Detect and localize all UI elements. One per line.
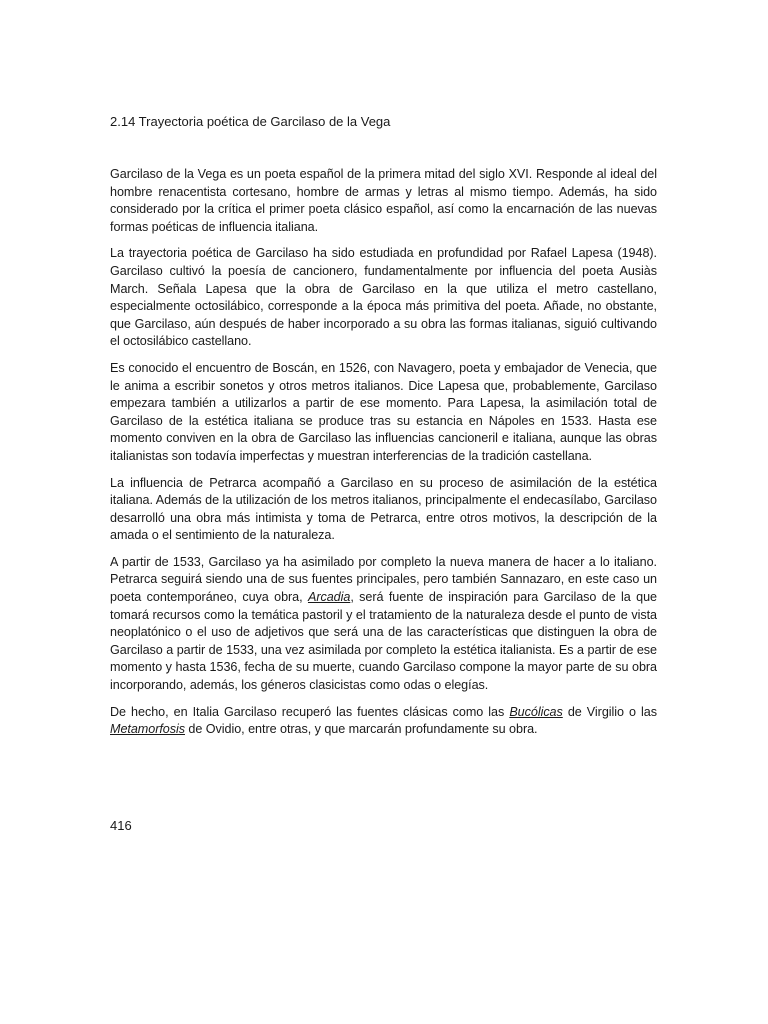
paragraph-6 xyxy=(110,704,657,739)
paragraph-1 xyxy=(110,166,657,236)
paragraph-3 xyxy=(110,360,657,466)
paragraph-5 xyxy=(110,554,657,695)
paragraph-text: A partir de 1533, Garcilaso ya ha asimilado por completo la nueva manera de hacer a lo italiano. Petrarca seguirá siendo una de sus fuentes principales, pero también Sannazaro, en este caso un poeta contemporáneo, cuya obra, xyxy=(110,554,657,605)
paragraph-4 xyxy=(110,475,657,545)
paragraph-text: De hecho, en Italia Garcilaso recuperó las fuentes clásicas como las xyxy=(110,704,510,719)
section-heading: 2.14 Trayectoria poética de Garcilaso de la Vega xyxy=(110,114,391,129)
body-text xyxy=(110,166,657,748)
paragraph-text: Garcilaso de la Vega es un poeta español de la primera mitad del siglo XVI. Responde al ideal del hombre renacentista cortesano, hombre de armas y letras al mismo tiempo. Además, ha sido considerado por la crítica el primer poeta clásico español, así como la encarnación de las nuevas formas poéticas de influencia italiana. xyxy=(110,167,657,234)
paragraph-text: de Virgilio o las xyxy=(562,704,657,719)
paragraph-2 xyxy=(110,245,657,351)
paragraph-text: Es conocido el encuentro de Boscán, en 1526, con Navagero, poeta y embajador de Venecia, que le anima a escribir sonetos y otros metros italianos. Dice Lapesa que, probablemente, Garcilaso empezara también a utilizarlos a partir de ese momento. Para Lapesa, la asimilación total de Garcilaso de la estética italiana se produce tras su estancia en Nápoles en 1533. Hasta ese momento conviven en la obra de Garcilaso las influencias cancioneril e italiana, aunque las obras italianistas son todavía imperfectas y muestran interferencias de la tradición castellana. xyxy=(110,360,657,463)
paragraph-text: , será fuente de inspiración para Garcilaso de la que tomará recursos como la temática pastoril y el tratamiento de la naturaleza desde el punto de vista neoplatónico o el uso de adjetivos que será una de las características que distinguen la obra de Garcilaso a partir de 1533, una vez asimilada por completo la estética italianista. Es a partir de ese momento y hasta 1536, fecha de su muerte, cuando Garcilaso compone la mayor parte de su obra incorporando, además, los géneros clasicistas como odas o elegías. xyxy=(110,590,657,693)
page-number: 416 xyxy=(110,818,132,833)
work-title-bucolicas: Bucólicas xyxy=(509,704,563,719)
paragraph-text: La trayectoria poética de Garcilaso ha sido estudiada en profundidad por Rafael Lapesa (1948). Garcilaso cultivó la poesía de cancionero, fundamentalmente por influencia del poeta Ausiàs March. Señala Lapesa que la obra de Garcilaso en la que utiliza el metro castellano, especialmente octosilábico, corresponde a la época más primitiva del poeta. Añade, no obstante, que Garcilaso, aún después de haber incorporado a su obra las formas italianas, siguió cultivando el octosilábico castellano. xyxy=(110,246,657,349)
work-title-metamorfosis: Metamorfosis xyxy=(110,722,185,737)
paragraph-text: de Ovidio, entre otras, y que marcarán profundamente su obra. xyxy=(184,722,538,737)
paragraph-text: La influencia de Petrarca acompañó a Garcilaso en su proceso de asimilación de la estética italiana. Además de la utilización de los metros italianos, principalmente el endecasílabo, Garcilaso desarrolló una obra más intimista y toma de Petrarca, entre otros motivos, la descripción de la amada o el sentimiento de la naturaleza. xyxy=(110,475,657,543)
work-title-arcadia: Arcadia xyxy=(307,590,351,605)
